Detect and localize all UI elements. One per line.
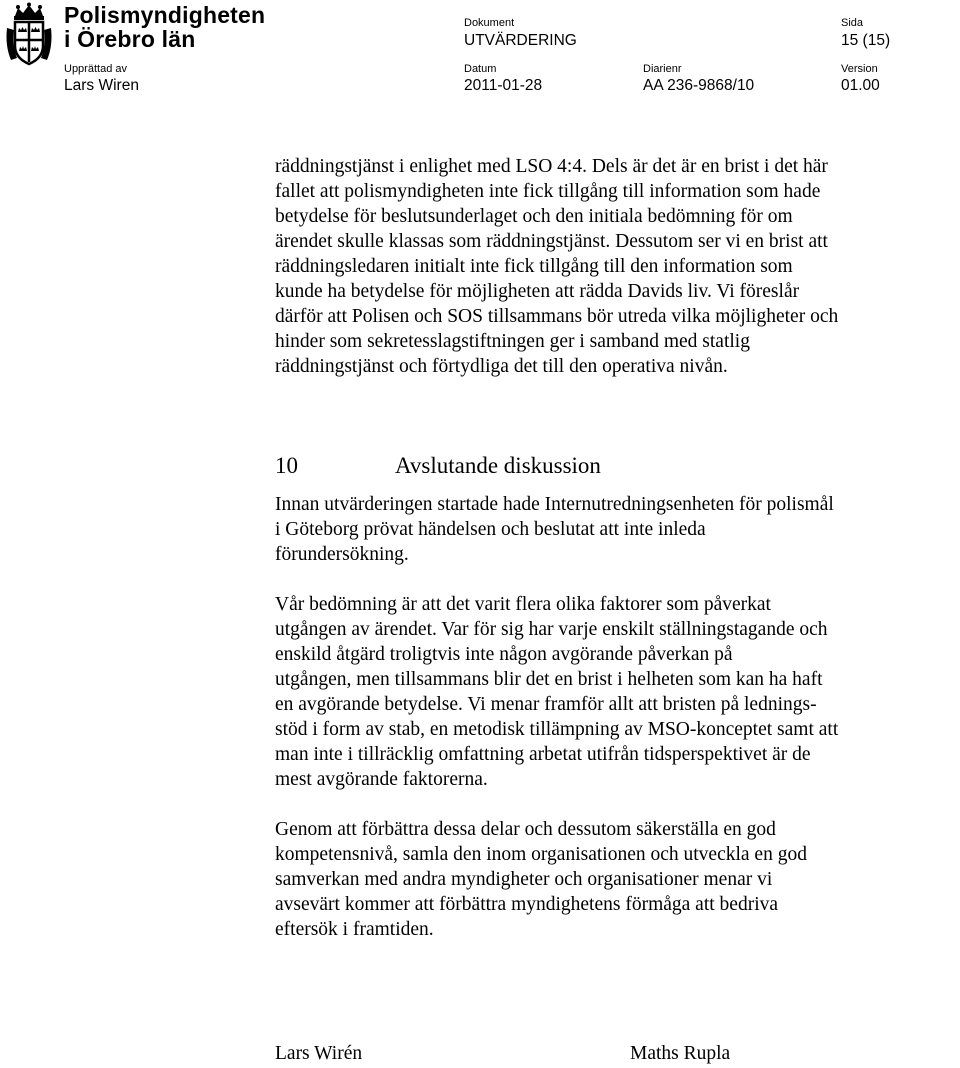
date-label: Datum bbox=[464, 63, 497, 75]
paragraph-line: räddningstjänst i enlighet med LSO 4:4. Dels är det är en brist i det här bbox=[275, 156, 828, 177]
diary-number-label: Diarienr bbox=[643, 63, 682, 75]
paragraph-line: räddningstjänst och förtydliga det till den operativa nivån. bbox=[275, 356, 728, 377]
intro-paragraph bbox=[275, 154, 935, 379]
paragraph-line: utgången, men tillsammans blir det en brist i helheten som kan ha haft bbox=[275, 669, 823, 690]
organization-name-line-2: i Örebro län bbox=[64, 26, 196, 52]
section-title: Avslutande diskussion bbox=[395, 453, 601, 478]
paragraph-line: stöd i form av stab, en metodisk tillämpning av MSO-konceptet samt att bbox=[275, 719, 839, 740]
signature-right: Maths Rupla bbox=[630, 1043, 731, 1064]
page-label: Sida bbox=[841, 17, 864, 29]
paragraph-2 bbox=[275, 592, 935, 792]
paragraph-1 bbox=[275, 492, 935, 567]
paragraph-line: hinder som sekretesslagstiftningen ger i samband med statlig bbox=[275, 331, 750, 352]
author-value: Lars Wiren bbox=[64, 77, 139, 94]
paragraph-line: utgången av ärendet. Var för sig har varje enskilt ställningstagande och bbox=[275, 619, 828, 640]
paragraph-line: mest avgörande faktorerna. bbox=[275, 769, 488, 790]
paragraph-line: betydelse för beslutsunderlaget och den initiala bedömning för om bbox=[275, 206, 793, 227]
paragraph-line: kunde ha betydelse för möjligheten att rädda Davids liv. Vi föreslår bbox=[275, 281, 800, 302]
paragraph-line: räddningsledaren initialt inte fick tillgång till den information som bbox=[275, 256, 793, 277]
section-heading bbox=[275, 452, 601, 480]
paragraph-line: Innan utvärderingen startade hade Internutredningsenheten för polismål bbox=[275, 494, 834, 515]
paragraph-line: ärendet skulle klassas som räddningstjänst. Dessutom ser vi en brist att bbox=[275, 231, 828, 252]
paragraph-line: kompetensnivå, samla den inom organisationen och utveckla en god bbox=[275, 844, 807, 865]
page-value: 15 (15) bbox=[841, 32, 891, 49]
author-label: Upprättad av bbox=[64, 63, 127, 75]
paragraph-line: man inte i tillräcklig omfattning arbetat utifrån tidsperspektivet är de bbox=[275, 744, 811, 765]
version-value: 01.00 bbox=[841, 77, 880, 94]
paragraph-line: Genom att förbättra dessa delar och dessutom säkerställa en god bbox=[275, 819, 776, 840]
signature-left: Lars Wirén bbox=[275, 1043, 363, 1064]
paragraph-line: enskild åtgärd troligtvis inte någon avgörande påverkan på bbox=[275, 644, 733, 665]
paragraph-line: eftersök i framtiden. bbox=[275, 919, 434, 940]
paragraph-line: därför att Polisen och SOS tillsammans bör utreda vilka möjligheter och bbox=[275, 306, 839, 327]
version-label: Version bbox=[841, 63, 878, 75]
paragraph-3 bbox=[275, 817, 935, 942]
paragraph-line: samverkan med andra myndigheter och organisationer menar vi bbox=[275, 869, 773, 890]
police-crest-icon bbox=[3, 2, 55, 68]
paragraph-line: avsevärt kommer att förbättra myndighetens förmåga att bedriva bbox=[275, 894, 779, 915]
paragraph-line: förundersökning. bbox=[275, 544, 409, 565]
date-value: 2011-01-28 bbox=[464, 77, 543, 94]
organization-name-line-1: Polismyndigheten bbox=[64, 2, 266, 28]
paragraph-line: en avgörande betydelse. Vi menar framför allt att bristen på lednings- bbox=[275, 694, 817, 715]
diary-number-value: AA 236-9868/10 bbox=[643, 77, 755, 94]
section-number: 10 bbox=[275, 453, 298, 478]
paragraph-line: Vår bedömning är att det varit flera olika faktorer som påverkat bbox=[275, 594, 771, 615]
paragraph-line: i Göteborg prövat händelsen och beslutat att inte inleda bbox=[275, 519, 706, 540]
document-value: UTVÄRDERING bbox=[464, 32, 577, 49]
document-label: Dokument bbox=[464, 17, 515, 29]
organization-name bbox=[64, 3, 265, 51]
paragraph-line: fallet att polismyndigheten inte fick tillgång till information som hade bbox=[275, 181, 821, 202]
